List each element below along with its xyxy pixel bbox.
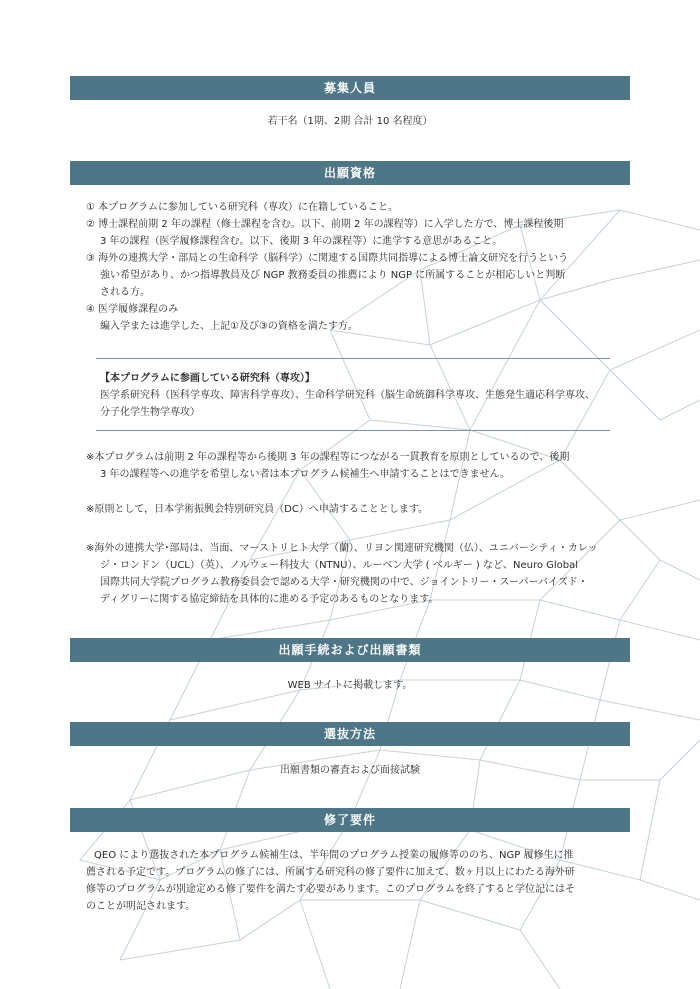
application-procedure-text: WEB サイトに掲載します。 [287,680,413,691]
recruitment-count: 若干名（1期、2期 合計 10 名程度） [267,116,433,127]
completion-line-4: のことが明記されます。 [86,901,196,912]
note-partner-universities [86,540,616,608]
note-3-line-1: ※海外の連携大学･部局は、当面、マーストリヒト大学（蘭）、リヨン関連研究機関（仏）、ユニバーシティ・カレッ [86,543,598,554]
note-3-line-4: ディグリーに関する協定締結を具体的に進める予定のあるものとなります。 [100,594,439,605]
eligibility-item-4-cont: 編入学または進学した、上記①及び③の資格を満たす方。 [100,321,358,332]
participating-box-line-2: 分子化学生物学専攻） [100,407,200,418]
note-1-line-1: ※本プログラムは前期 2 年の課程等から後期 3 年の課程等につながる一貫教育を原則としているので、後期 [86,452,570,463]
section-header-eligibility: 出願資格 [70,161,630,185]
eligibility-item-4: ④ 医学履修課程のみ [86,304,179,315]
note-3-line-3: 国際共同大学院プログラム教務委員会で認める大学・研究機関の中で、ジョイントリー・スーパーバイズド・ [100,577,588,588]
participating-box-line-1: 医学系研究科（医科学専攻、障害科学専攻）、生命科学研究科（脳生命統御科学専攻、生態発生適応科学専攻、 [100,390,595,401]
note-consistent-education [86,449,616,483]
note-1-line-2: 3 年の課程等への進学を希望しない者は本プログラム候補生へ申請することはできません。 [100,469,511,480]
eligibility-item-2-cont: 3 年の課程（医学履修課程含む。以下、後期 3 年の課程等）に進学する意思があること。 [100,236,503,247]
participating-box-top-rule [96,358,610,359]
section-header-application-procedure: 出願手続および出願書類 [70,638,630,662]
completion-line-3: 修等のプログラムが別途定める修了要件を満たす必要があります。このプログラムを終了すると学位記にはそ [86,884,575,895]
selection-method-text: 出願書類の審査および面接試験 [280,765,420,776]
note-3-line-2: ジ・ロンドン（UCL）（英）、ノルウェー科技大（NTNU）、ルーベン大学 ( ベルギー ) など、Neuro Global [100,560,579,571]
eligibility-item-2: ② 博士課程前期 2 年の課程（修士課程を含む。以下、前期 2 年の課程等）に入学した方で、博士課程後期 [86,219,564,230]
participating-programs-box [100,370,615,421]
eligibility-item-1: ① 本プログラムに参加している研究科（専攻）に在籍していること。 [86,202,399,213]
eligibility-item-3: ③ 海外の連携大学・部局との生命科学（脳科学）に関連する国際共同指導による博士論文研究を行うという [86,253,569,264]
eligibility-item-3-cont: 強い希望があり、かつ指導教員及び NGP 教務委員の推薦により NGP に所属することが相応しいと判断 [100,270,566,281]
completion-line-1: QEO により選抜された本プログラム候補生は、半年間のプログラム授業の履修等ののち、NGP 履修生に推 [94,850,574,861]
note-jsps-dc: ※原則として，日本学術振興会特別研究員（DC）へ申請することとします。 [86,504,429,515]
section-header-recruitment: 募集人員 [70,76,630,100]
participating-box-bottom-rule [96,430,610,431]
eligibility-list [86,199,616,335]
completion-line-2: 薦される予定です。プログラムの修了には、所属する研究科の修了要件に加えて、数ヶ月以上にわたる海外研 [86,867,575,878]
section-header-completion-requirements: 修了要件 [70,808,630,832]
completion-requirements-text [86,847,616,915]
eligibility-item-3-cont2: される方。 [100,287,150,298]
participating-box-title: 【本プログラムに参画している研究科（専攻）】 [100,373,315,384]
section-header-selection-method: 選抜方法 [70,722,630,746]
